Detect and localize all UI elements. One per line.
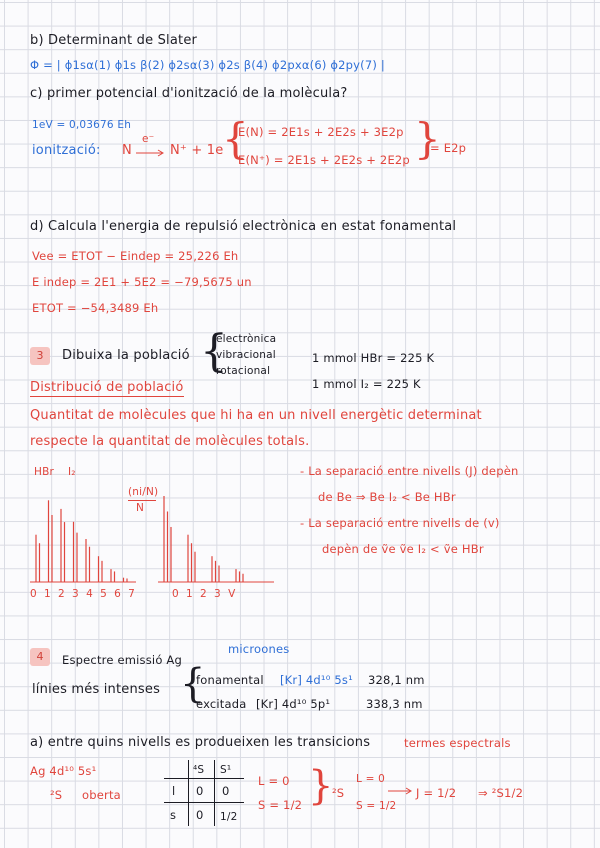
section-c-title: c) primer potencial d'ionització de la molècula? [30,86,348,101]
section-3-title: Dibuixa la població [62,348,190,363]
table-row1-label: l [172,784,176,798]
table-row2-c1: 0 [196,808,204,822]
hbr-population-chart [30,490,140,590]
equation-brace-right: } [414,114,441,163]
reaction-right: N⁺ + 1e [170,143,224,158]
axis1-ticks: 0 1 2 3 4 5 6 7 [30,588,137,600]
row2-config: [Kr] 4d¹⁰ 5p¹ [256,697,331,711]
section-4-badge: 4 [30,648,50,666]
row1-config: [Kr] 4d¹⁰ 5s¹ [280,673,353,687]
population-brace: { [200,326,228,377]
lines-brace: { [180,661,206,707]
brace-item-electronica: electrònica [216,333,277,345]
transition-question-red: termes espectrals [404,736,511,750]
ratio-top: (ni/N) [128,486,159,498]
reaction-left: N [122,143,132,158]
row1-value: 328,1 nm [368,673,425,687]
ionization-label: ionització: [32,143,101,158]
condition-hbr: 1 mmol HBr = 225 K [312,351,435,365]
i2-population-chart [158,490,278,590]
note-line3: - La separació entre nivells de (v) [300,516,500,530]
energy-eq1: E(N) = 2E1s + 2E2s + 3E2p [238,125,404,139]
graph-label-i2: I₂ [68,466,76,478]
equation-brace: { [222,114,249,163]
j-arrow [388,788,414,794]
reaction-arrow-label: e⁻ [142,133,155,145]
table-row1-c1: 0 [196,784,204,798]
eindep-line: E indep = 2E1 + 5E2 = −79,5675 un [32,275,252,289]
conversion-text: 1eV = 0,03676 Eh [32,119,132,131]
energy-eq2: E(N⁺) = 2E1s + 2E2s + 2E2p [238,153,410,167]
s-value: S = 1/2 [258,798,303,812]
j-value: J = 1/2 [416,786,457,800]
section-3-badge: 3 [30,347,50,365]
table-vline1 [188,760,189,826]
l-value: L = 0 [258,774,290,788]
s-value-2: S = 1/2 [356,800,397,812]
section-4-title: Espectre emissió Ag [62,653,182,667]
table-hline2 [164,802,244,803]
vee-line: Vee = ETOT − Eindep = 25,226 Eh [32,249,239,263]
condition-i2: 1 mmol I₂ = 225 K [312,377,421,391]
definition-line1: Quantitat de molècules que hi ha en un nivell energètic determinat [30,408,482,423]
l-value-2: L = 0 [356,773,386,785]
microwaves-tag: microones [228,642,290,656]
brace-item-vibracional: vibracional [216,349,276,361]
ag-term: ²S [50,788,63,802]
graph-label-hbr: HBr [34,466,55,478]
ag-open: oberta [82,788,121,802]
lvals-brace: } [308,763,334,809]
transition-question: a) entre quins nivells es produeixen les transicions [30,735,371,750]
slater-formula: Φ = | ϕ1sα(1) ϕ1s β(2) ϕ2sα(3) ϕ2s β(4) ϕ2pxα(6) ϕ2py(7) | [30,58,385,72]
table-hline1 [164,778,244,779]
table-header-2: S¹ [220,764,232,776]
row2-value: 338,3 nm [366,697,423,711]
table-row2-c2: 1/2 [220,811,238,823]
row1-label: fonamental [196,673,264,687]
definition-line2: respecte la quantitat de molècules totals. [30,434,310,449]
table-vline2 [214,760,215,826]
population-subtitle: Distribució de població [30,380,184,395]
table-row2-label: s [170,808,177,822]
etot-line: ETOT = −54,3489 Eh [32,301,159,315]
final-term: ⇒ ²S1/2 [478,786,524,800]
ionization-result: = E2p [430,141,467,155]
ag-config: Ag 4d¹⁰ 5s¹ [30,764,97,778]
arrow-term: ²S [332,786,345,800]
brace-item-rotacional: rotacional [216,365,271,377]
reaction-arrow [136,150,166,156]
ratio-bottom: N [136,502,145,514]
section-d-title: d) Calcula l'energia de repulsió electrònica en estat fonamental [30,219,457,234]
row2-label: excitada [196,697,247,711]
table-row1-c2: 0 [222,784,230,798]
note-line2: de Be ⇒ Be I₂ < Be HBr [318,490,456,504]
axis2-ticks: 0 1 2 3 V [172,588,238,600]
section-b-title: b) Determinant de Slater [30,33,198,48]
note-line4: depèn de ṽe ṽe I₂ < ṽe HBr [322,542,484,556]
table-header-1: ⁴S [193,764,205,776]
note-line1: - La separació entre nivells (J) depèn [300,464,519,478]
lines-label: línies més intenses [32,682,161,697]
